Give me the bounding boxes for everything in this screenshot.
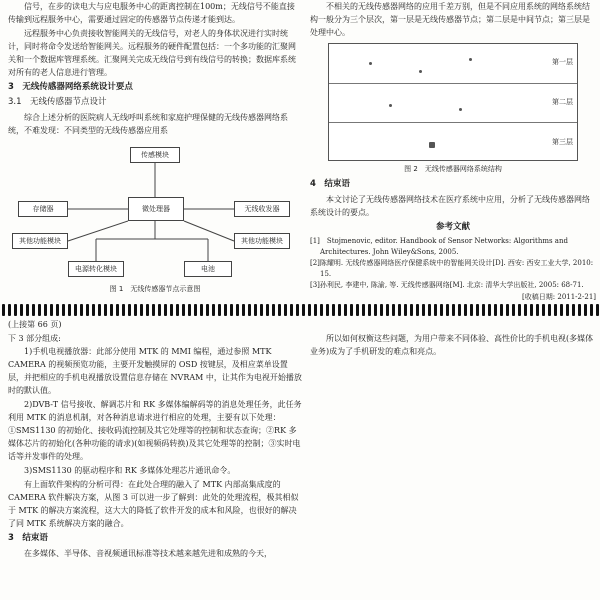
lower-right-column [310, 332, 596, 600]
separator-mark [488, 304, 491, 316]
section-3-1-heading: 3.1 无线传感器节点设计 [8, 97, 107, 107]
separator-mark [26, 304, 29, 316]
layer-3-label: 第三层 [552, 138, 573, 146]
separator-mark [470, 304, 473, 316]
wireless-transceiver-block: 无线收发器 [234, 201, 290, 217]
sensor-node [419, 70, 422, 73]
network-structure-paragraph: 不相关的无线传感器网络的应用千差万别，但是不同应用系统的网络系统结构一般分为三个层次，第一层是无线传感器节点；第二层是中间节点；第三层是处理中心。 [310, 2, 590, 37]
separator-mark [62, 304, 65, 316]
reference-item: [1] Stojmenovic, editor. Handbook of Sensor Networks: Algorithms and Architectures. John Wiley&Sons, 2005. [310, 237, 568, 256]
separator-mark [350, 304, 353, 316]
sensor-module-block: 传感模块 [130, 147, 180, 163]
separator-mark [338, 304, 341, 316]
lower-right-intro: 所以如何权衡这些问题，为用户带来不同体验、高性价比的手机电视(多媒体业务)成为了手机研发的难点和亮点。 [310, 334, 594, 356]
separator-mark [56, 304, 59, 316]
separator-mark [50, 304, 53, 316]
separator-mark [326, 304, 329, 316]
separator-mark [284, 304, 287, 316]
separator-mark [374, 304, 377, 316]
figure-1-caption: 图 1 无线传感器节点示意图 [109, 285, 201, 293]
figure-2-network-structure [328, 43, 578, 161]
separator-mark [86, 304, 89, 316]
separator-mark [248, 304, 251, 316]
separator-mark [80, 304, 83, 316]
section-3-heading: 3 无线传感器网络系统设计要点 [8, 82, 133, 92]
separator-mark [212, 304, 215, 316]
upper-right-column [310, 0, 596, 300]
separator-mark [278, 304, 281, 316]
sensor-node [369, 62, 372, 65]
separator-mark [404, 304, 407, 316]
separator-mark [92, 304, 95, 316]
separator-mark [446, 304, 449, 316]
separator-mark [74, 304, 77, 316]
part-3-paragraph: 3)SMS1130 的驱动程序和 RK 多媒体处理芯片通讯命令。 [24, 466, 236, 475]
separator-mark [530, 304, 533, 316]
separator-mark [8, 304, 11, 316]
separator-mark [554, 304, 557, 316]
separator-mark [440, 304, 443, 316]
intro-paragraph-2: 远程服务中心负责接收智能网关的无线信号，对老人的身体状况进行实时统计，同时将命令发送给智能网关。远程服务的硬件配置包括：一个多功能的汇聚网关和一个数据库管理系统。汇聚网关完成无线信号到有线信号的转换；数据库系统对所有的老人信息进行管理。 [8, 29, 296, 77]
separator-mark [170, 304, 173, 316]
separator-mark [590, 304, 593, 316]
separator-mark [272, 304, 275, 316]
figure-2-caption: 图 2 无线传感器网络系统结构 [404, 165, 502, 173]
separator-mark [224, 304, 227, 316]
separator-mark [308, 304, 311, 316]
relay-node [459, 108, 462, 111]
continued-from-note: (上接第 66 页) [8, 320, 62, 329]
separator-mark [254, 304, 257, 316]
separator-mark [176, 304, 179, 316]
separator-mark [386, 304, 389, 316]
separator-mark [182, 304, 185, 316]
separator-mark [560, 304, 563, 316]
parts-intro: 下 3 部分组成: [8, 334, 61, 343]
separator-mark [362, 304, 365, 316]
separator-mark [356, 304, 359, 316]
separator-mark [512, 304, 515, 316]
separator-mark [596, 304, 599, 316]
separator-mark [260, 304, 263, 316]
part-1-paragraph: 1)手机电视播放器：此部分使用 MTK 的 MMI 编程，通过参照 MTK CAMERA 的视频预览功能，主要开发触摸屏的 OSD 按键层，及相应菜单设置层，并把相应的手机电视播放设置信息存储在 NVRAM 中，让其作为电视开始播放时的默认值。 [8, 347, 302, 395]
separator-mark [32, 304, 35, 316]
processing-center-node [429, 142, 435, 148]
separator-mark [536, 304, 539, 316]
separator-mark [584, 304, 587, 316]
separator-mark [218, 304, 221, 316]
part-2-paragraph: 2)DVB-T 信号接收、解调芯片和 RK 多媒体编解码等的消息处理任务，此任务利用 MTK 的消息机制，对各种消息请求进行相应的处理，主要有以下处理：①SMS1130 的初始化、接收码流控制及其它处理等的控制和状态查询；②RK 多媒体芯片的初始化(各种功能的请求)(如视频码转换)及其它处理等的控制；③实时电话等并发事件的处理。 [8, 400, 302, 461]
separator-mark [332, 304, 335, 316]
separator-mark [104, 304, 107, 316]
separator-mark [296, 304, 299, 316]
separator-mark [506, 304, 509, 316]
separator-mark [230, 304, 233, 316]
separator-mark [464, 304, 467, 316]
separator-mark [20, 304, 23, 316]
separator-mark [368, 304, 371, 316]
separator-mark [572, 304, 575, 316]
separator-mark [38, 304, 41, 316]
separator-mark [494, 304, 497, 316]
separator-mark [476, 304, 479, 316]
conclusion-heading: 3 结束语 [8, 533, 48, 543]
separator-mark [266, 304, 269, 316]
separator-mark [320, 304, 323, 316]
separator-mark [302, 304, 305, 316]
separator-mark [44, 304, 47, 316]
separator-mark [206, 304, 209, 316]
separator-mark [416, 304, 419, 316]
separator-mark [542, 304, 545, 316]
battery-block: 电池 [184, 261, 232, 277]
separator-mark [548, 304, 551, 316]
intro-paragraph-1: 信号，在步的读电大与应电服务中心的距离控制在100m；无线信号不能直接传输到远程服务中心，需要通过固定的传感器节点传递才能到达。 [8, 2, 295, 24]
separator-mark [482, 304, 485, 316]
other-function-right-block: 其他功能模块 [234, 233, 290, 249]
microprocessor-block: 微处理器 [128, 197, 184, 221]
separator-mark [2, 304, 5, 316]
separator-mark [194, 304, 197, 316]
separator-mark [116, 304, 119, 316]
layer-divider [329, 122, 577, 123]
section-3-1-text: 综合上述分析的医院病人无线呼叫系统和家庭护理保健的无线传感器网络系统，不难发现：不同类型的无线传感器应用系 [8, 113, 288, 135]
layer-divider [329, 83, 577, 84]
reference-item: [2]陈耀明. 无线传感器网络医疗保健系统中的智能网关设计[D]. 西安: 西安工业大学, 2010: 15. [310, 259, 594, 278]
separator-mark [578, 304, 581, 316]
separator-mark [410, 304, 413, 316]
separator-mark [236, 304, 239, 316]
separator-mark [380, 304, 383, 316]
separator-mark [188, 304, 191, 316]
conclusion-paragraph: 本文讨论了无线传感器网络技术在医疗系统中应用，分析了无线传感器网络系统设计的要点。 [310, 195, 590, 217]
layer-2-label: 第二层 [552, 98, 573, 106]
separator-mark [110, 304, 113, 316]
page-separator [0, 302, 600, 318]
section-4-heading: 4 结束语 [310, 179, 350, 189]
separator-mark [434, 304, 437, 316]
separator-mark [458, 304, 461, 316]
reference-item: [3]孙利民, 李建中, 陈渝, 等. 无线传感器网络[M]. 北京: 清华大学出版社, 2005: 68-71. [310, 281, 584, 289]
separator-mark [452, 304, 455, 316]
separator-mark [314, 304, 317, 316]
separator-mark [68, 304, 71, 316]
separator-mark [140, 304, 143, 316]
references-heading: 参考文献 [435, 222, 470, 232]
separator-mark [518, 304, 521, 316]
separator-mark [392, 304, 395, 316]
analysis-paragraph: 有上面软件架构的分析可得：在此处合理的融入了 MTK 内部高集成度的 CAMERA 软件解决方案，从图 3 可以进一步了解到：此处的处理流程，极其相似于 MTK 的解决方案流程，这大大的降低了软件开发的成本和风险，也很好的解决了同 MTK 系统解决方案的融合。 [8, 480, 299, 528]
separator-mark [164, 304, 167, 316]
separator-mark [98, 304, 101, 316]
separator-mark [152, 304, 155, 316]
separator-mark [524, 304, 527, 316]
upper-left-column [8, 0, 302, 300]
separator-mark [422, 304, 425, 316]
separator-mark [398, 304, 401, 316]
relay-node [389, 104, 392, 107]
separator-mark [158, 304, 161, 316]
separator-mark [122, 304, 125, 316]
separator-mark [428, 304, 431, 316]
separator-mark [290, 304, 293, 316]
separator-mark [500, 304, 503, 316]
received-date: [收稿日期: 2011-2-21] [522, 293, 596, 300]
separator-mark [344, 304, 347, 316]
separator-mark [566, 304, 569, 316]
separator-mark [242, 304, 245, 316]
layer-1-label: 第一层 [552, 58, 573, 66]
lower-left-column [8, 332, 302, 600]
other-function-left-block: 其他功能模块 [12, 233, 68, 249]
sensor-node [469, 58, 472, 61]
separator-mark [146, 304, 149, 316]
conclusion-text: 在多媒体、半导体、音视频通讯标准等技术越来越先进和成熟的今天， [24, 549, 272, 558]
separator-mark [14, 304, 17, 316]
separator-mark [134, 304, 137, 316]
figure-1-block-diagram [8, 141, 302, 281]
separator-mark [200, 304, 203, 316]
power-conversion-block: 电源转化模块 [68, 261, 124, 277]
storage-block: 存储器 [18, 201, 68, 217]
separator-mark [128, 304, 131, 316]
